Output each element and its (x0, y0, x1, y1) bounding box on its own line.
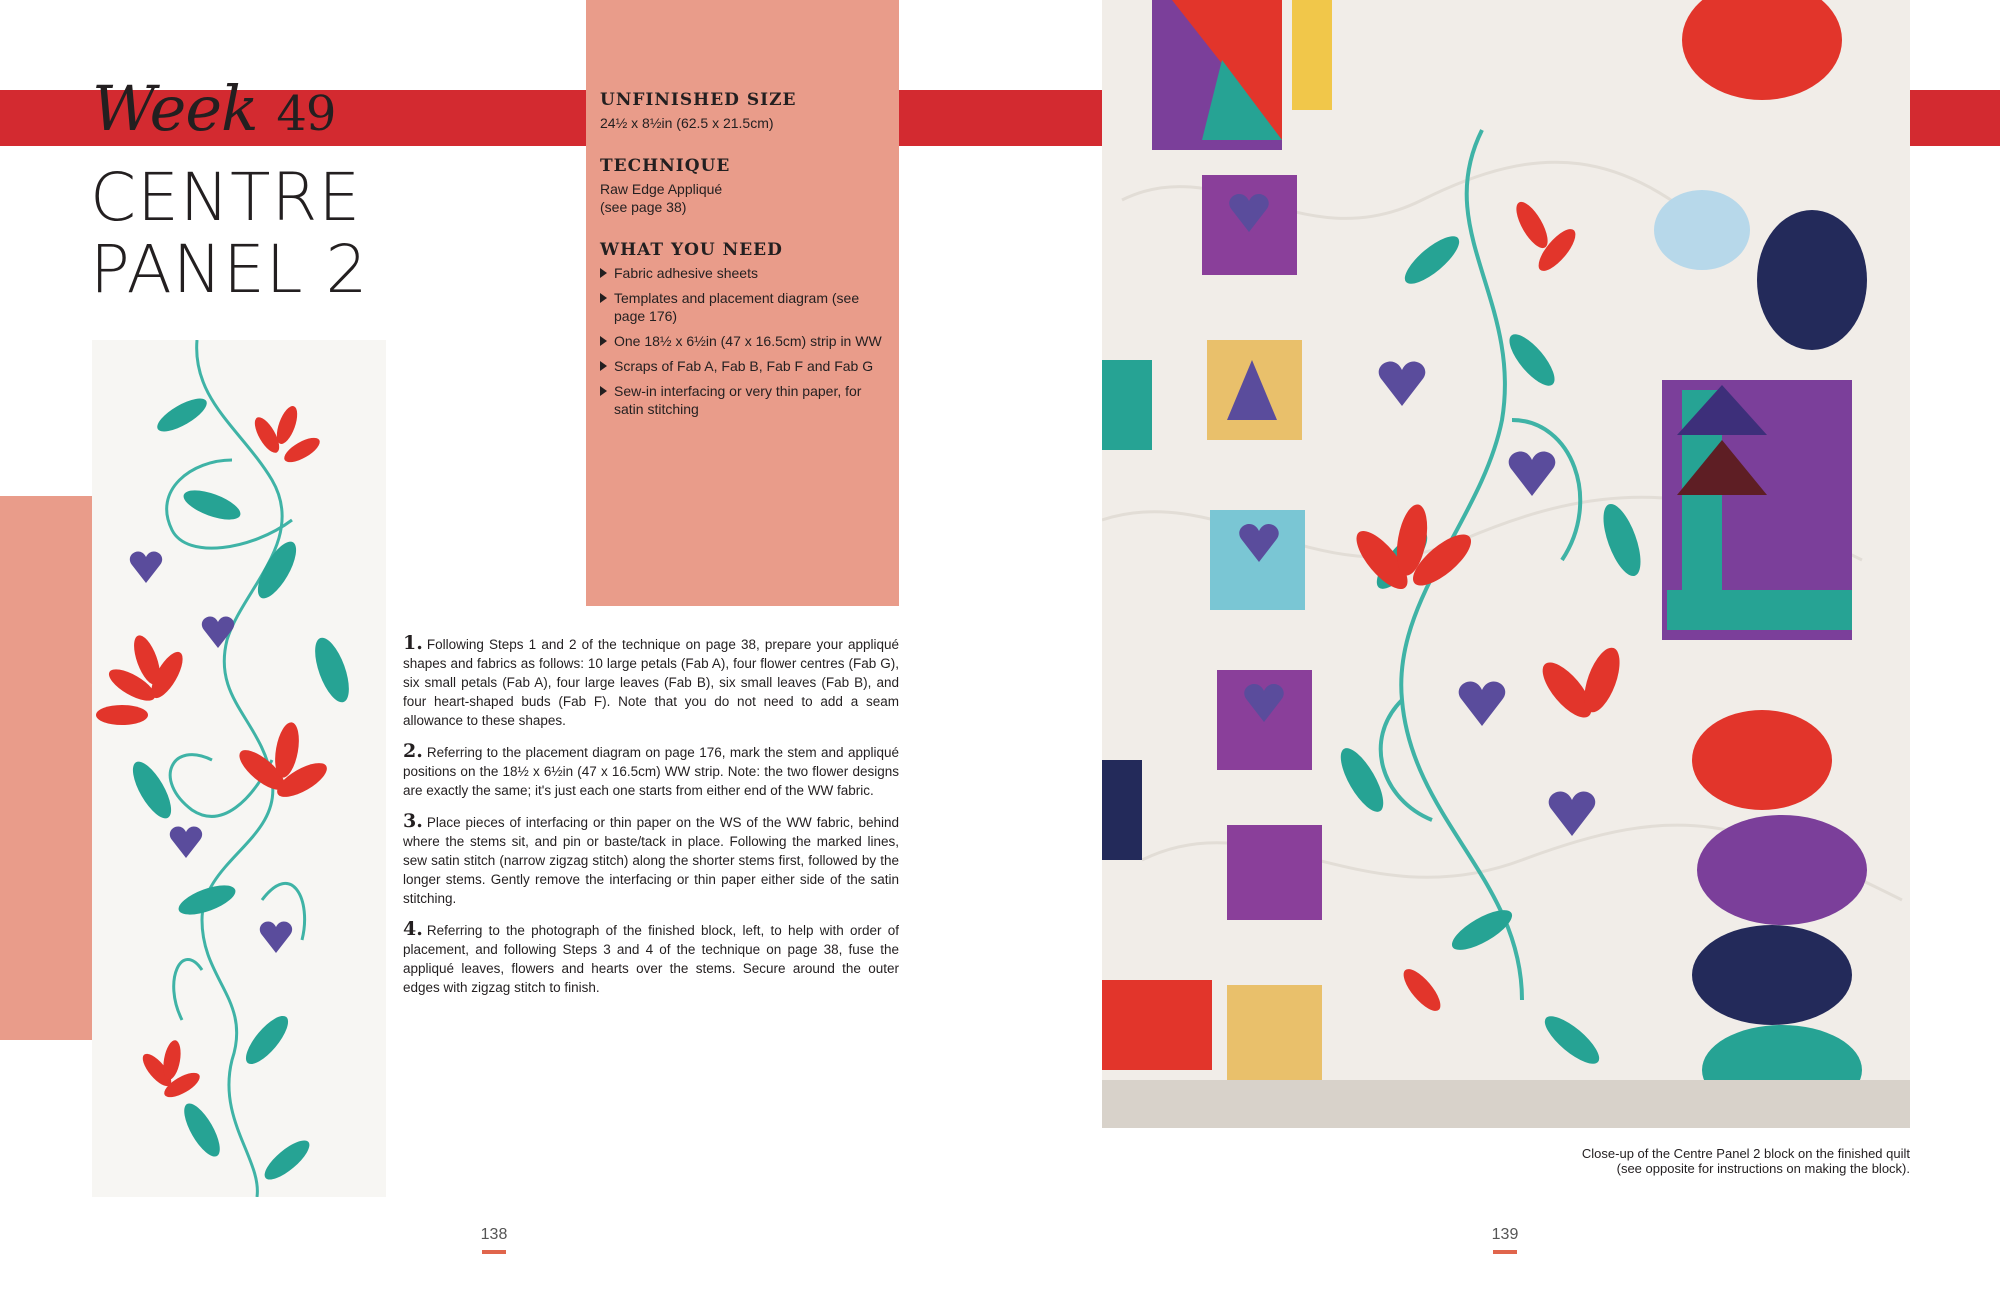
header-band-right (1910, 90, 2000, 146)
quilt-closeup-photo (1102, 0, 1910, 1128)
page-number-left: 138 (480, 1226, 508, 1243)
bullet-arrow-icon (600, 293, 607, 303)
what-you-need-heading: WHAT YOU NEED (600, 240, 783, 260)
header-band-middle (899, 90, 1102, 146)
page-number-rule-right (1493, 1250, 1517, 1254)
caption-line-2: (see opposite for instructions on making the block). (1616, 1161, 1910, 1176)
page-number-right: 139 (1491, 1226, 1519, 1243)
needs-item: Templates and placement diagram (see page 176) (600, 289, 890, 325)
needs-list (600, 264, 890, 418)
finished-block-photo (92, 340, 386, 1197)
side-accent-block (0, 496, 92, 1040)
week-number: 49 (276, 86, 336, 142)
bullet-arrow-icon (600, 361, 607, 371)
page-number-rule-left (482, 1250, 506, 1254)
step-1: 1. Following Steps 1 and 2 of the technique on page 38, prepare your appliqué shapes and fabrics as follows: 10 large petals (Fab A), four flower centres (Fab G), six small petals (Fab A), four large leaves (Fab B), six small leaves (Fab B), and four heart-shaped buds (Fab F). Note that you do not need to add a seam allowance to these shapes. (403, 632, 899, 728)
needs-item: One 18½ x 6½in (47 x 16.5cm) strip in WW (600, 332, 890, 350)
bullet-arrow-icon (600, 268, 607, 278)
caption-line-1: Close-up of the Centre Panel 2 block on the finished quilt (1581, 1146, 1910, 1161)
instruction-steps (403, 634, 899, 1009)
technique-line-2: (see page 38) (600, 199, 687, 215)
bullet-arrow-icon (600, 386, 607, 396)
week-label: Week (92, 72, 258, 145)
needs-item: Scraps of Fab A, Fab B, Fab F and Fab G (600, 357, 890, 375)
title-line-1: CENTRE (90, 159, 362, 236)
technique-heading: TECHNIQUE (600, 156, 731, 176)
needs-item: Sew-in interfacing or very thin paper, for satin stitching (600, 382, 890, 418)
block-illustration (92, 340, 386, 1197)
needs-item: Fabric adhesive sheets (600, 264, 890, 282)
quilt-illustration (1102, 0, 1910, 1128)
unfinished-size-value: 24½ x 8½in (62.5 x 21.5cm) (600, 115, 774, 131)
bullet-arrow-icon (600, 336, 607, 346)
unfinished-size-heading: UNFINISHED SIZE (600, 90, 797, 110)
step-4: 4. Referring to the photograph of the finished block, left, to help with order of placement, and following Steps 3 and 4 of the technique on page 38, fuse the appliqué leaves, flowers and hearts over the stems. Secure around the outer edges with zigzag stitch to finish. (403, 918, 899, 995)
technique-value (600, 180, 890, 216)
technique-line-1: Raw Edge Appliqué (600, 181, 723, 197)
photo-caption (1390, 1146, 1910, 1176)
step-3: 3. Place pieces of interfacing or thin paper on the WS of the WW fabric, behind where the stems sit, and pin or baste/tack in place. Following the marked lines, sew satin stitch (narrow zigzag stitch) along the shorter stems first, followed by the longer stems. Gently remove the interfacing or thin paper either side of the satin stitching. (403, 810, 899, 906)
page-title (90, 159, 369, 308)
step-2: 2. Referring to the placement diagram on page 176, mark the stem and appliqué positions on the 18½ x 6½in (47 x 16.5cm) WW strip. Note: the two flower designs are exactly the same; it's just each one starts from either end of the WW fabric. (403, 740, 899, 798)
week-heading (92, 72, 335, 145)
requirements-box (586, 0, 899, 606)
title-line-2: PANEL 2 (90, 231, 369, 308)
